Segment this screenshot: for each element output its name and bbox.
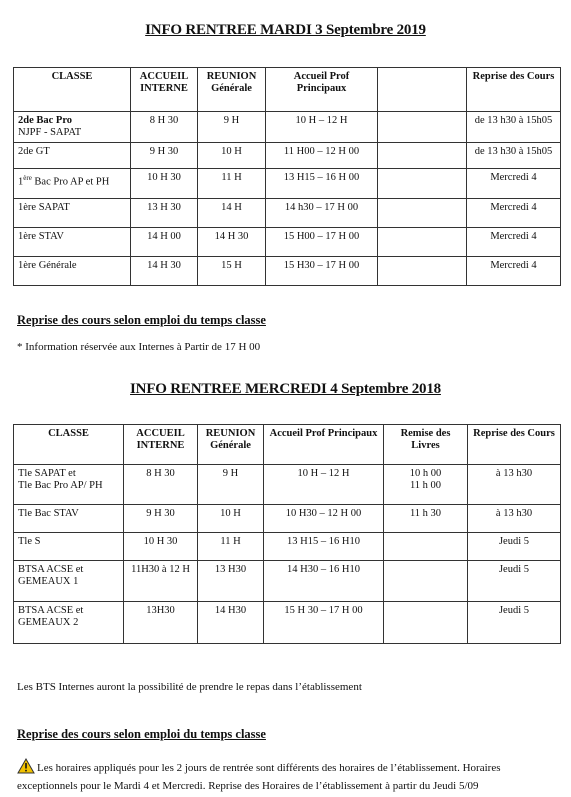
classe-line-2: GEMEAUX 2 <box>18 617 79 628</box>
cell-reprise: Jeudi 5 <box>468 602 561 644</box>
classe-sub: NJPF - SAPAT <box>18 127 82 138</box>
table-row <box>14 465 561 505</box>
warning-icon <box>17 758 35 779</box>
cell-accueil: 14 H 00 <box>131 228 198 257</box>
cell-reunion: 13 H30 <box>198 561 264 602</box>
header-reprise: Reprise des Cours <box>468 425 561 465</box>
header-accueil-prof: Accueil Prof Principaux <box>264 425 384 465</box>
table-row <box>14 228 561 257</box>
cell-reprise: à 13 h30 <box>468 465 561 505</box>
cell-prof: 10 H30 – 12 H 00 <box>264 505 384 533</box>
cell-reprise: Jeudi 5 <box>468 533 561 561</box>
cell-livres <box>384 561 468 602</box>
cell-classe <box>14 112 131 143</box>
cell-extra <box>378 143 467 169</box>
classe-post: Bac Pro AP et PH <box>31 176 110 188</box>
cell-classe: 1ère Générale <box>14 257 131 286</box>
cell-livres <box>384 533 468 561</box>
header-accueil-prof: Accueil Prof Principaux <box>266 68 378 112</box>
cell-reunion: 11 H <box>198 169 266 199</box>
cell-prof: 15 H30 – 17 H 00 <box>266 257 378 286</box>
cell-prof: 15 H 30 – 17 H 00 <box>264 602 384 644</box>
cell-livres <box>384 465 468 505</box>
livres-line-1: 10 h 00 <box>409 468 442 479</box>
cell-extra <box>378 257 467 286</box>
cell-accueil: 8 H 30 <box>131 112 198 143</box>
cell-reunion: 11 H <box>198 533 264 561</box>
header-reprise: Reprise des Cours <box>467 68 561 112</box>
subtitle-reprise-1: Reprise des cours selon emploi du temps classe <box>17 313 266 327</box>
header-reunion-generale: REUNION Générale <box>198 425 264 465</box>
classe-line-2: GEMEAUX 1 <box>18 576 79 587</box>
table-row <box>14 112 561 143</box>
header-remise-livres: Remise des Livres <box>384 425 468 465</box>
cell-reprise: de 13 h30 à 15h05 <box>467 143 561 169</box>
cell-reprise: Mercredi 4 <box>467 199 561 228</box>
cell-reunion: 14 H 30 <box>198 228 266 257</box>
classe-sup: ère <box>23 174 32 182</box>
livres-line-2: 11 h 00 <box>409 480 442 491</box>
cell-classe <box>14 465 124 505</box>
table-row <box>14 561 561 602</box>
cell-accueil: 8 H 30 <box>124 465 198 505</box>
cell-reunion: 9 H <box>198 465 264 505</box>
classe-line-1: BTSA ACSE et <box>18 605 84 616</box>
cell-livres: 11 h 30 <box>384 505 468 533</box>
cell-classe: Tle S <box>14 533 124 561</box>
header-accueil-interne: ACCUEIL INTERNE <box>124 425 198 465</box>
table-row <box>14 199 561 228</box>
header-reunion-generale: REUNION Générale <box>198 68 266 112</box>
cell-reunion: 9 H <box>198 112 266 143</box>
cell-extra <box>378 169 467 199</box>
cell-reunion: 15 H <box>198 257 266 286</box>
table-row <box>14 505 561 533</box>
cell-reprise: à 13 h30 <box>468 505 561 533</box>
cell-prof: 14 h30 – 17 H 00 <box>266 199 378 228</box>
note-internes: * Information réservée aux Internes à Partir de 17 H 00 <box>17 341 261 353</box>
subtitle-reprise-2: Reprise des cours selon emploi du temps classe <box>17 727 266 741</box>
header-classe: CLASSE <box>14 425 124 465</box>
cell-prof: 14 H30 – 16 H10 <box>264 561 384 602</box>
cell-reunion: 10 H <box>198 505 264 533</box>
classe-line-2: Tle Bac Pro AP/ PH <box>18 480 103 491</box>
cell-prof: 10 H – 12 H <box>264 465 384 505</box>
classe-line-1: Tle SAPAT et <box>18 468 76 479</box>
cell-accueil: 14 H 30 <box>131 257 198 286</box>
warning-block <box>17 758 557 794</box>
cell-reprise: Mercredi 4 <box>467 228 561 257</box>
cell-prof: 10 H – 12 H <box>266 112 378 143</box>
note-bts-repas: Les BTS Internes auront la possibilité de prendre le repas dans l’établissement <box>17 681 362 693</box>
cell-prof: 13 H15 – 16 H10 <box>264 533 384 561</box>
classe-pre: 1 <box>18 176 24 188</box>
cell-accueil: 13H30 <box>124 602 198 644</box>
cell-accueil: 10 H 30 <box>124 533 198 561</box>
cell-accueil: 9 H 30 <box>124 505 198 533</box>
header-empty <box>378 68 467 112</box>
cell-reprise: Jeudi 5 <box>468 561 561 602</box>
header-classe: CLASSE <box>14 68 131 112</box>
cell-prof: 13 H15 – 16 H 00 <box>266 169 378 199</box>
table-row <box>14 143 561 169</box>
cell-classe <box>14 602 124 644</box>
cell-reprise: Mercredi 4 <box>467 257 561 286</box>
cell-reunion: 10 H <box>198 143 266 169</box>
cell-prof: 11 H00 – 12 H 00 <box>266 143 378 169</box>
cell-classe <box>14 561 124 602</box>
cell-reunion: 14 H <box>198 199 266 228</box>
classe-line-1: BTSA ACSE et <box>18 564 84 575</box>
cell-extra <box>378 199 467 228</box>
cell-reunion: 14 H30 <box>198 602 264 644</box>
cell-classe: Tle Bac STAV <box>14 505 124 533</box>
schedule-table-mercredi <box>13 424 561 644</box>
cell-accueil: 9 H 30 <box>131 143 198 169</box>
cell-extra <box>378 228 467 257</box>
cell-reprise: de 13 h30 à 15h05 <box>467 112 561 143</box>
cell-livres <box>384 602 468 644</box>
title-mercredi: INFO RENTREE MERCREDI 4 Septembre 2018 <box>130 381 441 397</box>
cell-accueil: 13 H 30 <box>131 199 198 228</box>
header-accueil-interne: ACCUEIL INTERNE <box>131 68 198 112</box>
table-header-row <box>14 425 561 465</box>
table-row <box>14 533 561 561</box>
cell-accueil: 10 H 30 <box>131 169 198 199</box>
table-row <box>14 602 561 644</box>
table-row <box>14 257 561 286</box>
title-mardi: INFO RENTREE MARDI 3 Septembre 2019 <box>145 22 426 38</box>
cell-classe <box>14 169 131 199</box>
cell-accueil: 11H30 à 12 H <box>124 561 198 602</box>
cell-classe: 1ère SAPAT <box>14 199 131 228</box>
cell-prof: 15 H00 – 17 H 00 <box>266 228 378 257</box>
table-header-row <box>14 68 561 112</box>
cell-classe: 2de GT <box>14 143 131 169</box>
classe-main: 2de Bac Pro <box>18 115 73 126</box>
cell-extra <box>378 112 467 143</box>
table-row <box>14 169 561 199</box>
schedule-table-mardi <box>13 67 561 286</box>
cell-reprise: Mercredi 4 <box>467 169 561 199</box>
cell-classe: 1ère STAV <box>14 228 131 257</box>
warning-text: Les horaires appliqués pour les 2 jours de rentrée sont différents des horaires de l’établissement. Horaires exceptionnels pour le Mardi 4 et Mercredi. Reprise des Horaires de l’établissement à partir du Jeudi 5/09 <box>17 762 501 792</box>
